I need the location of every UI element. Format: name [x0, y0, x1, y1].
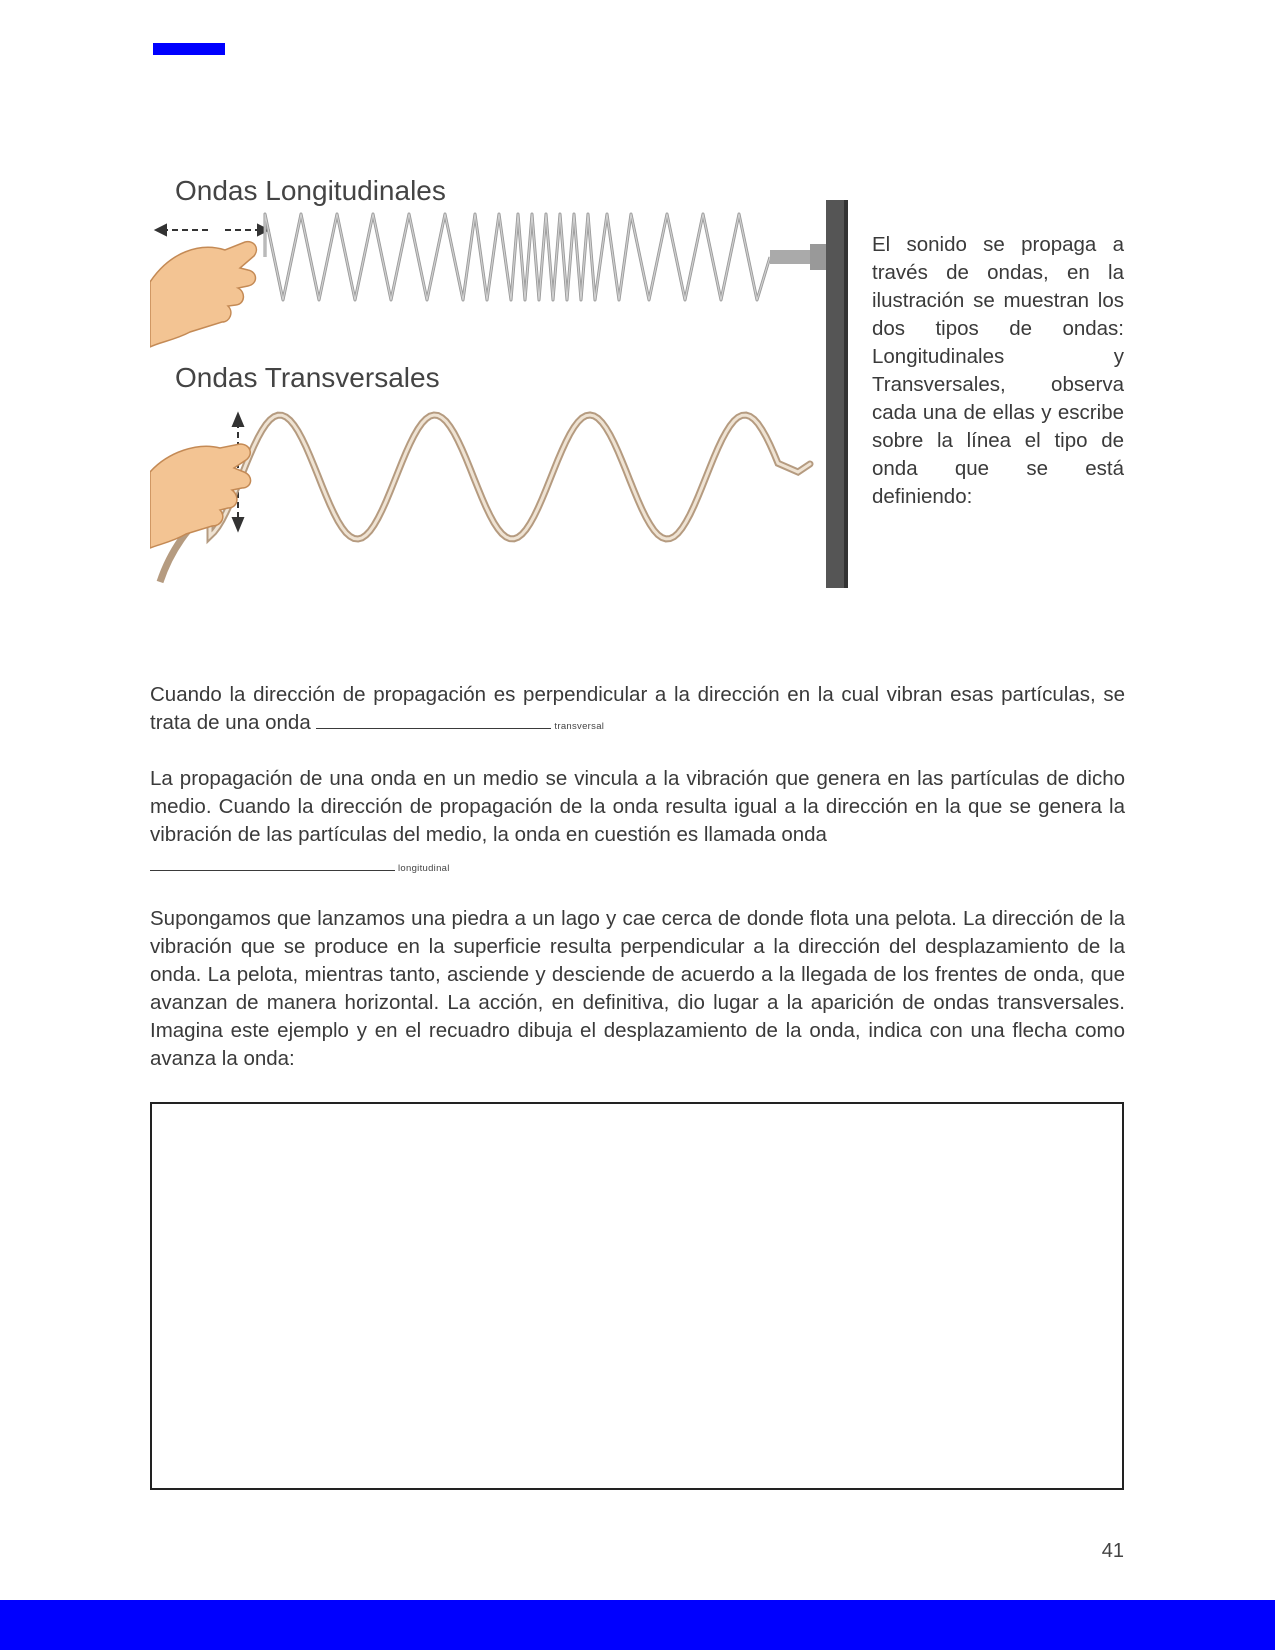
longitudinal-label: Ondas Longitudinales: [175, 175, 446, 206]
transversal-label: Ondas Transversales: [175, 362, 440, 393]
footer-accent-bar: [0, 1600, 1275, 1650]
answer-2: longitudinal: [398, 863, 450, 874]
question-3: Supongamos que lanzamos una piedra a un lago y cae cerca de donde flota una pelota. La dirección de la vibración que se produce en la superficie resulta perpendicular a la dirección del desplazamiento de la onda. La pelota, mientras tanto, asciende y desciende de acuerdo a la llegada de los frentes de onda, que avanzan de manera horizontal. La acción, en definitiva, dio lugar a la aparición de ondas transversales. Imagina este ejemplo y en el recuadro dibuja el desplazamiento de la onda, indica con una flecha como avanza la onda:: [150, 907, 1125, 1070]
answer-line-2[interactable]: [150, 852, 395, 871]
question-2: La propagación de una onda en un medio se vincula a la vibración que genera en las partículas de dicho medio. Cuando la dirección de propagación de la onda resulta igual a la dirección en la que se genera la vibración de las partículas del medio, la onda en cuestión es llamada onda: [150, 767, 1125, 846]
answer-row-2: [150, 852, 450, 876]
page-number: 41: [1101, 1540, 1124, 1562]
header-accent-bar: [153, 43, 225, 55]
answer-line-1[interactable]: [316, 710, 551, 729]
drawing-box[interactable]: [150, 1102, 1124, 1490]
hand-icon: [150, 444, 251, 548]
longitudinal-arrows-icon: [156, 225, 268, 235]
intro-paragraph: El sonido se propaga a través de ondas, en la ilustración se muestran los dos tipos de ondas: Longitudinales y Transversales, observa cada una de ellas y escribe sobre la línea el tipo de onda que se está definiendo:: [872, 233, 1124, 508]
waves-illustration: [150, 172, 855, 622]
answer-1: transversal: [554, 721, 605, 732]
question-1: [150, 681, 1125, 741]
hand-icon: [150, 242, 256, 347]
question-1-text: Cuando la dirección de propagación es perpendicular a la dirección en la cual vibran esas partículas, se trata de una onda: [150, 683, 1125, 734]
